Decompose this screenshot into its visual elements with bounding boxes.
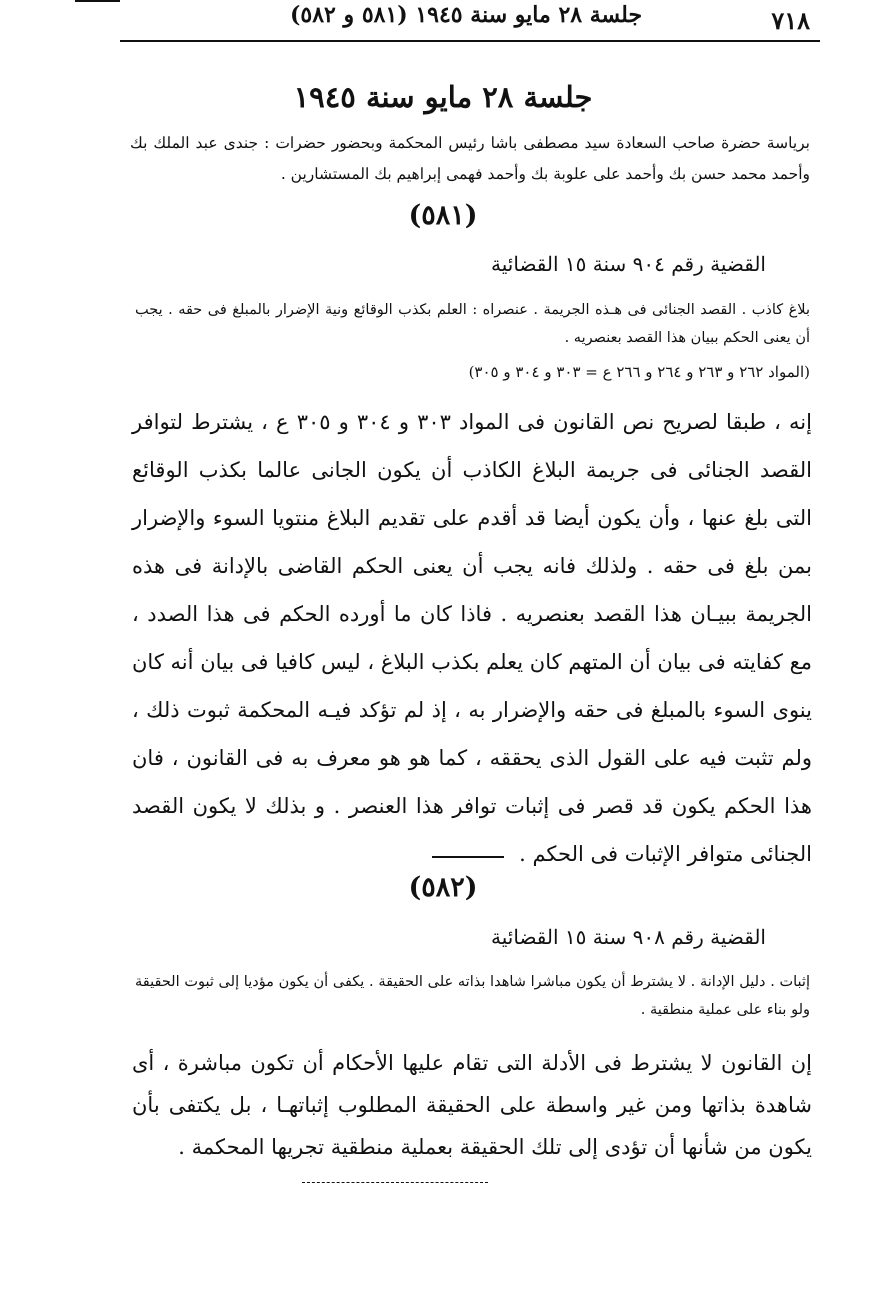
case-summary-581: بلاغ كاذب . القصد الجنائى فى هـذه الجريمة . عنصراه : العلم بكذب الوقائع ونية الإضرار بالمبلغ فى حقه . يجب أن يعنى الحكم ببيان هذا القصد بعنصريه . bbox=[135, 302, 810, 346]
presidency-paragraph: برياسة حضرة صاحب السعادة سيد مصطفى باشا رئيس المحكمة وبحضور حضرات : جندى عبد الملك بك وأحمد محمد حسن بك وأحمد على علوبة بك وأحمد فهمى إبراهيم بك المستشارين . bbox=[130, 134, 810, 183]
case-title-582: القضية رقم ٩٠٨ سنة ١٥ القضائية bbox=[491, 925, 766, 949]
case-articles-581: (المواد ٢٦٢ و ٢٦٣ و ٢٦٤ و ٢٦٦ ع = ٣٠٣ و ٣٠٤ و ٣٠٥) bbox=[468, 363, 810, 381]
case-number-581: (٥٨١) bbox=[408, 200, 478, 231]
section-divider bbox=[432, 856, 504, 858]
case-title-581: القضية رقم ٩٠٤ سنة ١٥ القضائية bbox=[491, 252, 766, 276]
end-divider bbox=[302, 1182, 488, 1183]
case-number-582: (٥٨٢) bbox=[408, 872, 478, 903]
session-title: جلسة ٢٨ مايو سنة ١٩٤٥ bbox=[293, 80, 593, 114]
case-ruling-582: إن القانون لا يشترط فى الأدلة التى تقام عليها الأحكام أن تكون مباشرة ، أى شاهدة بذاتها ومن غير واسطة على الحقيقة المطلوب إثباتهـا ، بل يكتفى بأن يكون من شأنها أن تؤدى إلى تلك الحقيقة بعملية منطقية تجريها المحكمة . bbox=[132, 1051, 812, 1159]
case-ruling-581: إنه ، طبقا لصريح نص القانون فى المواد ٣٠٣ و ٣٠٤ و ٣٠٥ ع ، يشترط لتوافر القصد الجنائى فى جريمة البلاغ الكاذب أن يكون الجانى عالما بكذب الوقائع التى بلغ عنها ، وأن يكون أيضا قد أقدم على تقديم البلاغ منتويا السوء والإضرار بمن بلغ فى حقه . ولذلك فانه يجب أن يعنى الحكم القاضى بالإدانة فى هذه الجريمة ببيـان هذا القصد بعنصريه . فاذا كان ما أورده الحكم فى هذا الصدد ، مع كفايته فى بيان أن المتهم كان يعلم بكذب البلاغ ، ليس كافيا فى بيان أنه كان ينوى السوء بالمبلغ فى حقه والإضرار به ، إذ لم تؤكد فيـه المحكمة ثبوت ذلك ، ولم تثبت فيه على القول الذى يحققه ، كما هو هو معرف به فى القانون ، فان هذا الحكم يكون قد قصر فى إثبات توافر هذا العنصر . و بذلك لا يكون القصد الجنائى متوافر الإثبات فى الحكم . bbox=[132, 410, 812, 866]
page-header bbox=[120, 0, 820, 42]
case-summary-582: إثبات . دليل الإدانة . لا يشترط أن يكون مباشرا شاهدا بذاته على الحقيقة . يكفى أن يكون مؤديا إلى ثبوت الحقيقة ولو بناء على عملية منطقية . bbox=[135, 974, 810, 1018]
page-number: ٧١٨ bbox=[771, 6, 810, 35]
running-title: جلسة ٢٨ مايو سنة ١٩٤٥ (٥٨١ و ٥٨٢) bbox=[290, 2, 643, 28]
top-rule-mark bbox=[75, 0, 120, 2]
